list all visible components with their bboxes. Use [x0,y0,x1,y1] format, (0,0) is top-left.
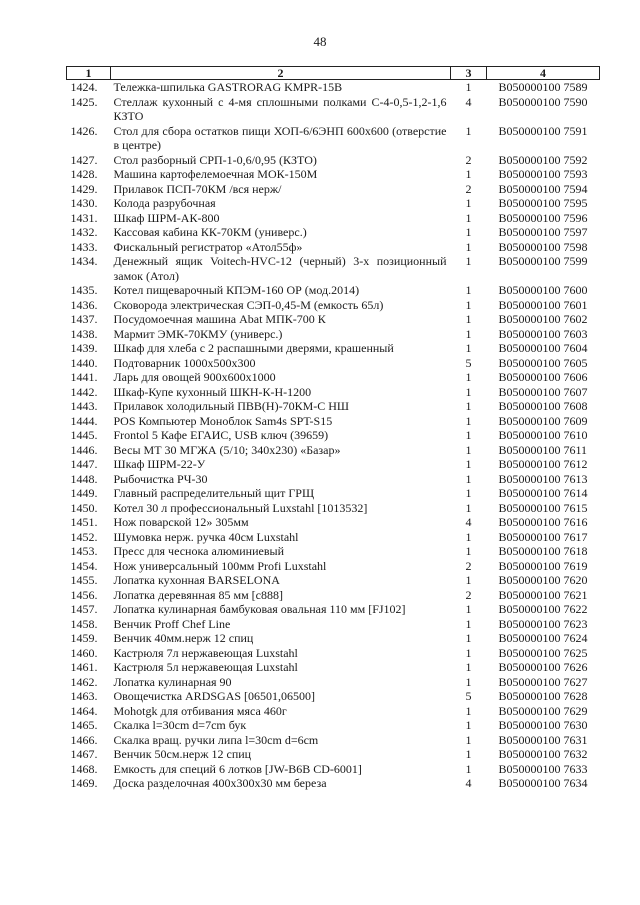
item-quantity: 1 [465,471,472,486]
table-row [67,472,600,487]
row-number: 1457. [70,602,98,616]
item-name: Венчик 50см.нерж 12 спиц [113,747,252,761]
table-row [67,153,600,168]
inventory-code: B050000100 7602 [498,312,588,326]
inventory-code: B050000100 7594 [498,181,588,196]
item-quantity: 1 [465,283,472,297]
table-row [67,704,600,719]
row-number: 1453. [70,544,98,558]
inventory-code: B050000100 7613 [498,471,588,486]
table-row [67,254,600,283]
row-number: 1456. [70,587,98,602]
table-row [67,124,600,153]
table-row [67,776,600,791]
row-number: 1435. [70,283,98,297]
table-row [67,486,600,501]
table-row [67,356,600,371]
row-number: 1442. [70,384,98,399]
inventory-code: B050000100 7590 [498,94,588,109]
item-name: Главный распределительный щит ГРЩ [113,486,315,500]
item-quantity: 4 [465,515,472,529]
item-name: Сковорода электрическая СЭП-0,45-М (емкость 65л) [113,297,384,312]
item-name: Пресс для чеснока алюминиевый [113,544,285,558]
header-col-3: 3 [451,67,487,80]
inventory-code: B050000100 7624 [498,631,588,645]
row-number: 1445. [70,428,98,442]
inventory-code: B050000100 7632 [498,747,588,761]
item-name: Кастрюля 7л нержавеющая Luxstahl [113,645,298,660]
table-row [67,283,600,298]
item-name: Тележка-шпилька GASTRORAG KMPR-15B [113,80,343,94]
item-quantity: 1 [465,500,472,515]
inventory-code: B050000100 7625 [498,645,588,660]
item-quantity: 2 [465,152,472,167]
row-number: 1450. [70,500,98,515]
item-quantity: 1 [465,732,472,747]
item-quantity: 1 [465,674,472,689]
table-row [67,414,600,429]
item-name: Стеллаж кухонный с 4-мя сплошными полками С-4-0,5-1,2-1,6 КЗТО [113,94,447,123]
item-name: Нож поварской 12» 305мм [113,515,249,529]
inventory-code: B050000100 7615 [498,500,588,515]
table-row [67,660,600,675]
inventory-code: B050000100 7592 [498,152,588,167]
item-name: Весы МТ 30 МГЖА (5/10; 340x230) «Базар» [113,442,341,457]
item-name: Шкаф для хлеба с 2 распашными дверями, крашенный [113,341,394,355]
table-row [67,588,600,603]
inventory-code: B050000100 7600 [498,283,588,297]
item-quantity: 1 [465,645,472,660]
row-number: 1467. [70,747,98,761]
row-number: 1440. [70,355,98,370]
item-name: Стол для сбора остатков пищи ХОП-6/6ЭНП 600x600 (отверстие в центре) [113,123,447,152]
item-name: Подтоварник 1000x500x300 [113,355,256,370]
table-row [67,80,600,95]
item-quantity: 1 [465,529,472,544]
item-quantity: 1 [465,254,472,268]
inventory-code: B050000100 7609 [498,413,588,428]
item-quantity: 1 [465,747,472,761]
table-row [67,646,600,661]
item-quantity: 1 [465,399,472,413]
row-number: 1458. [70,616,98,631]
table-row [67,689,600,704]
item-name: Мармит ЭМК-70КМУ (универс.) [113,326,283,341]
item-quantity: 1 [465,602,472,616]
inventory-code: B050000100 7593 [498,167,588,181]
table-row [67,530,600,545]
item-quantity: 1 [465,413,472,428]
item-quantity: 1 [465,442,472,457]
table-row [67,718,600,733]
item-quantity: 1 [465,457,472,471]
item-name: Нож универсальный 100мм Profi Luxstahl [113,558,327,573]
inventory-code: B050000100 7622 [498,602,588,616]
item-name: Посудомоечная машина Abat МПК-700 К [113,312,326,326]
table-row [67,211,600,226]
row-number: 1424. [70,80,98,94]
item-quantity: 1 [465,167,472,181]
inventory-code: B050000100 7603 [498,326,588,341]
item-name: Скалка l=30cm d=7cm бук [113,718,247,732]
item-name: Прилавок ПСП-70КМ /вся нерж/ [113,181,282,196]
item-name: Лопатка деревянная 85 мм [c888] [113,587,283,602]
row-number: 1429. [70,181,98,196]
row-number: 1455. [70,573,98,587]
table-row [67,399,600,414]
table-row [67,733,600,748]
inventory-table [66,66,600,791]
row-number: 1461. [70,660,98,674]
item-name: Стол разборный СРП-1-0,6/0,95 (КЗТО) [113,152,317,167]
item-name: Шкаф-Купе кухонный ШКН-К-Н-1200 [113,384,312,399]
table-row [67,573,600,588]
item-quantity: 1 [465,239,472,254]
item-quantity: 1 [465,631,472,645]
item-name: Рыбочистка РЧ-30 [113,471,208,486]
item-name: Шкаф ШРМ-АК-800 [113,210,220,225]
item-name: Венчик Proff Chef Line [113,616,231,631]
item-name: Венчик 40мм.нерж 12 спиц [113,631,254,645]
inventory-code: B050000100 7619 [498,558,588,573]
table-row [67,167,600,182]
row-number: 1446. [70,442,98,457]
item-quantity: 1 [465,297,472,312]
item-name: Колода разрубочная [113,196,216,210]
item-quantity: 4 [465,94,472,109]
item-quantity: 1 [465,486,472,500]
inventory-code: B050000100 7606 [498,370,588,384]
header-col-2: 2 [111,67,451,80]
row-number: 1433. [70,239,98,254]
item-quantity: 1 [465,761,472,776]
inventory-code: B050000100 7589 [498,80,588,94]
item-name: Денежный ящик Voitech-HVC-12 (черный) 3-х позиционный замок (Атол) [113,254,447,283]
item-name: Машина картофелемоечная МОК-150М [113,167,318,181]
item-quantity: 1 [465,428,472,442]
row-number: 1465. [70,718,98,732]
table-row [67,515,600,530]
header-col-4: 4 [487,67,600,80]
inventory-code: B050000100 7604 [498,341,588,355]
item-quantity: 1 [465,196,472,210]
table-row [67,762,600,777]
item-quantity: 4 [465,776,472,790]
item-quantity: 1 [465,544,472,558]
row-number: 1432. [70,225,98,239]
row-number: 1443. [70,399,98,413]
item-name: Доска разделочная 400x300x30 мм береза [113,776,327,790]
table-row [67,544,600,559]
item-quantity: 1 [465,660,472,674]
item-name: Лопатка кулинарная бамбуковая овальная 110 мм [FJ102] [113,602,406,616]
inventory-code: B050000100 7611 [498,442,588,457]
inventory-code: B050000100 7598 [498,239,588,254]
item-quantity: 1 [465,210,472,225]
inventory-code: B050000100 7608 [498,399,588,413]
table-row [67,240,600,255]
item-quantity: 2 [465,587,472,602]
inventory-code: B050000100 7633 [498,761,588,776]
item-quantity: 2 [465,181,472,196]
page-number: 48 [313,34,327,49]
inventory-code: B050000100 7618 [498,544,588,558]
item-name: Емкость для специй 6 лотков [JW-B6B CD-6001] [113,761,362,776]
row-number: 1468. [70,761,98,776]
table-row [67,225,600,240]
item-name: Кастрюля 5л нержавеющая Luxstahl [113,660,298,674]
item-quantity: 1 [465,312,472,326]
table-row [67,341,600,356]
row-number: 1460. [70,645,98,660]
item-name: POS Компьютер Моноблок Sam4s SPT-S15 [113,413,333,428]
row-number: 1436. [70,297,98,312]
row-number: 1452. [70,529,98,544]
row-number: 1428. [70,167,98,181]
inventory-code: B050000100 7616 [498,515,588,529]
row-number: 1451. [70,515,98,529]
item-quantity: 1 [465,123,472,138]
row-number: 1438. [70,326,98,341]
inventory-code: B050000100 7597 [498,225,588,239]
table-row [67,631,600,646]
row-number: 1441. [70,370,98,384]
inventory-code: B050000100 7623 [498,616,588,631]
item-quantity: 1 [465,616,472,631]
row-number: 1462. [70,674,98,689]
item-quantity: 1 [465,370,472,384]
item-quantity: 1 [465,573,472,587]
table-row [67,428,600,443]
table-row [67,602,600,617]
table-row [67,617,600,632]
item-name: Скалка вращ. ручки липа l=30cm d=6cm [113,732,319,747]
item-name: Котел пищеварочный КПЭМ-160 ОР (мод.2014) [113,283,360,297]
table-row [67,196,600,211]
inventory-code: B050000100 7630 [498,718,588,732]
row-number: 1454. [70,558,98,573]
row-number: 1425. [70,94,98,109]
row-number: 1448. [70,471,98,486]
item-quantity: 1 [465,80,472,94]
item-name: Шумовка нерж. ручка 40см Luxstahl [113,529,299,544]
inventory-code: B050000100 7612 [498,457,588,471]
inventory-code: B050000100 7595 [498,196,588,210]
item-name: Фискальный регистратор «Атол55ф» [113,239,303,254]
item-name: Кассовая кабина КК-70КМ (универс.) [113,225,307,239]
inventory-code: B050000100 7605 [498,355,588,370]
table-row [67,443,600,458]
row-number: 1447. [70,457,98,471]
item-quantity: 5 [465,355,472,370]
row-number: 1469. [70,776,98,790]
item-quantity: 1 [465,718,472,732]
table-row [67,457,600,472]
inventory-code: B050000100 7626 [498,660,588,674]
table-header-row [67,67,600,80]
inventory-code: B050000100 7599 [498,254,588,268]
item-name: Лопатка кулинарная 90 [113,674,232,689]
inventory-code: B050000100 7614 [498,486,588,500]
row-number: 1430. [70,196,98,210]
item-name: Котел 30 л профессиональный Luxstahl [1013532] [113,500,368,515]
inventory-code: B050000100 7617 [498,529,588,544]
inventory-code: B050000100 7631 [498,732,588,747]
inventory-code: B050000100 7627 [498,674,588,689]
item-quantity: 1 [465,703,472,718]
header-col-1: 1 [67,67,111,80]
table-row [67,312,600,327]
table-row [67,747,600,762]
table-row [67,501,600,516]
inventory-code: B050000100 7601 [498,297,588,312]
row-number: 1437. [70,312,98,326]
item-name: Лопатка кухонная BARSELONA [113,573,280,587]
item-quantity: 1 [465,326,472,341]
inventory-code: B050000100 7596 [498,210,588,225]
row-number: 1439. [70,341,98,355]
inventory-code: B050000100 7634 [498,776,588,790]
item-quantity: 1 [465,341,472,355]
inventory-code: B050000100 7629 [498,703,588,718]
inventory-code: B050000100 7621 [498,587,588,602]
table-row [67,385,600,400]
item-name: Ларь для овощей 900x600x1000 [113,370,276,384]
table-row [67,95,600,124]
row-number: 1449. [70,486,98,500]
item-name: Frontol 5 Кафе ЕГАИС, USB ключ (39659) [113,428,329,442]
item-quantity: 1 [465,225,472,239]
item-quantity: 2 [465,558,472,573]
row-number: 1431. [70,210,98,225]
table-row [67,182,600,197]
item-quantity: 5 [465,689,472,703]
table-row [67,370,600,385]
inventory-code: B050000100 7628 [498,689,588,703]
inventory-code: B050000100 7591 [498,123,588,138]
row-number: 1463. [70,689,98,703]
table-row [67,327,600,342]
item-name: Прилавок холодильный ПВВ(Н)-70КМ-С НШ [113,399,350,413]
row-number: 1434. [70,254,98,268]
row-number: 1466. [70,732,98,747]
item-quantity: 1 [465,384,472,399]
table-row [67,675,600,690]
item-name: Шкаф ШРМ-22-У [113,457,206,471]
inventory-code: B050000100 7620 [498,573,588,587]
row-number: 1427. [70,152,98,167]
item-name: Mohotgk для отбивания мяса 460г [113,703,287,718]
row-number: 1444. [70,413,98,428]
table-row [67,559,600,574]
row-number: 1459. [70,631,98,645]
inventory-code: B050000100 7607 [498,384,588,399]
row-number: 1464. [70,703,98,718]
table-row [67,298,600,313]
item-name: Овощечистка ARDSGAS [06501,06500] [113,689,316,703]
inventory-code: B050000100 7610 [498,428,588,442]
row-number: 1426. [70,123,98,138]
